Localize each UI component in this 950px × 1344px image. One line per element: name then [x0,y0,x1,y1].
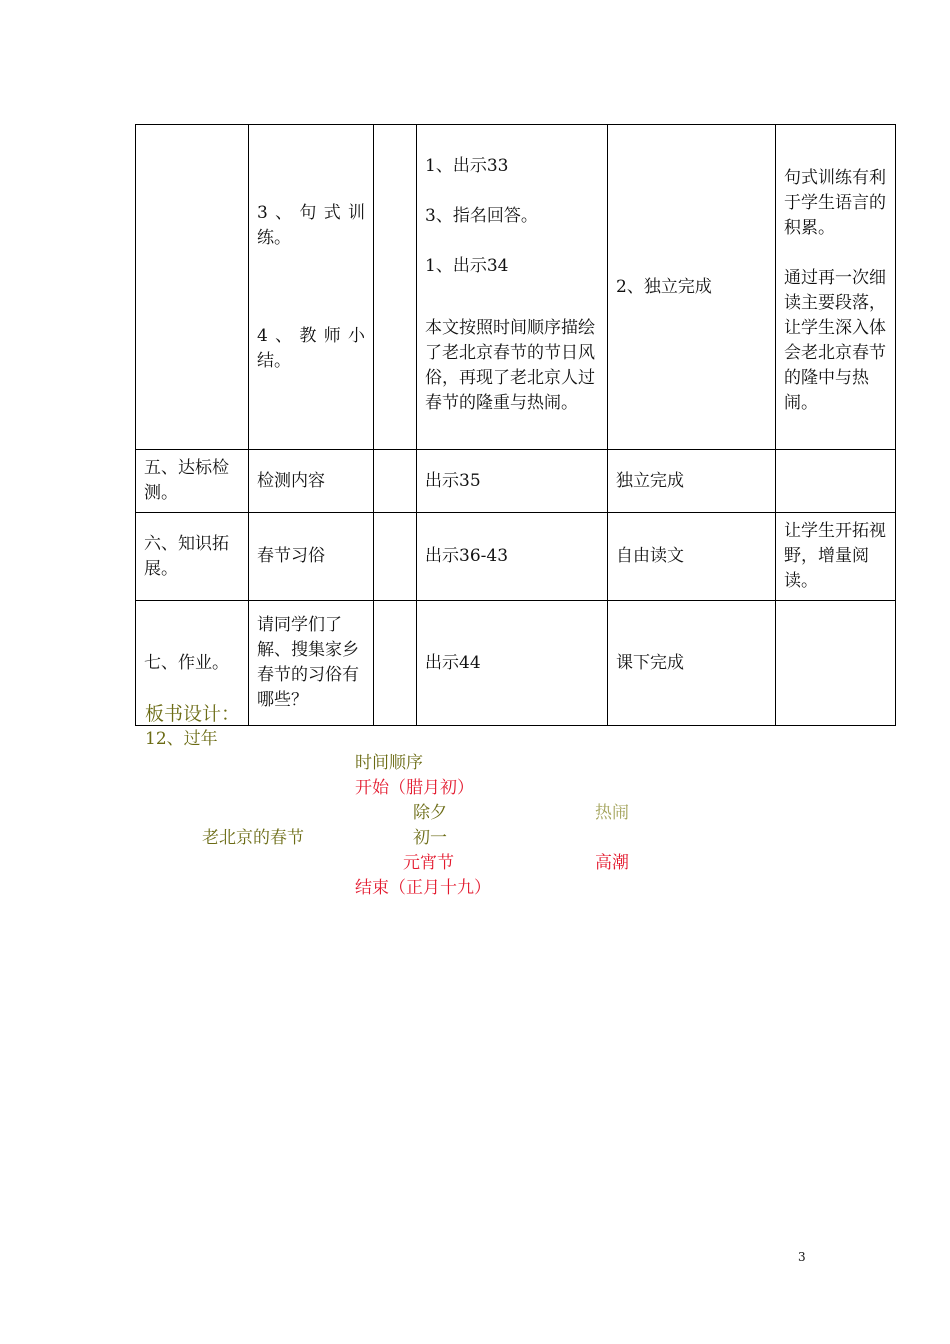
empty-cell [374,601,417,726]
content-text: 练。 [257,227,291,248]
activity-text: 1、出示34 [425,256,509,276]
student-activity-cell: 自由读文 [608,513,776,601]
lesson-title: 12、过年 [145,729,218,749]
student-activity-cell: 独立完成 [608,450,776,513]
activity-text: 1、出示33 [425,156,509,176]
activity-text: 3、指名回答。 [425,206,538,226]
intent-cell [776,450,896,513]
content-text: 3、句式训 [257,202,365,223]
content-text: 结。 [257,350,291,371]
content-cell: 春节习俗 [249,513,374,601]
board-lively: 热闹 [595,803,629,823]
intent-cell [776,125,896,450]
content-cell [249,125,374,450]
student-activity-cell: 课下完成 [608,601,776,726]
stage-cell [136,125,249,450]
lesson-plan-table [135,124,896,726]
intent-cell [776,601,896,726]
teacher-activity-cell [417,125,608,450]
board-main-topic: 老北京的春节 [202,828,304,848]
intent-text: 句式训练有利于学生语言的积累。 [784,167,886,238]
stage-cell: 五、达标检测。 [136,450,249,513]
teacher-activity-cell: 出示36-43 [417,513,608,601]
board-design-title: 板书设计： [145,703,241,725]
stage-cell: 六、知识拓展。 [136,513,249,601]
content-text: 4、教师小 [257,325,365,346]
table-row [136,601,896,726]
content-cell: 检测内容 [249,450,374,513]
page-number: 3 [798,1250,806,1264]
table-row [136,450,896,513]
teacher-activity-cell: 出示35 [417,450,608,513]
board-first-day: 初一 [413,828,447,848]
table-row [136,125,896,450]
intent-cell: 让学生开拓视野，增量阅读。 [776,513,896,601]
teacher-activity-cell: 出示44 [417,601,608,726]
board-start: 开始（腊月初） [355,778,474,798]
student-activity-cell: 2、独立完成 [608,125,776,450]
empty-cell [374,513,417,601]
stage-cell: 七、作业。 [136,601,249,726]
board-order: 时间顺序 [355,753,423,773]
table-row [136,513,896,601]
content-cell: 请同学们了解、搜集家乡春节的习俗有哪些？ [249,601,374,726]
board-climax: 高潮 [595,853,629,873]
empty-cell [374,450,417,513]
intent-text: 通过再一次细读主要段落，让学生深入体会老北京春节的隆中与热闹。 [784,267,886,413]
board-lantern: 元宵节 [403,853,454,873]
summary-text: 本文按照时间顺序描绘了老北京春节的节日风俗，再现了老北京人过春节的隆重与热闹。 [425,318,595,413]
board-eve: 除夕 [413,803,447,823]
board-end: 结束（正月十九） [355,878,491,898]
empty-cell [374,125,417,450]
